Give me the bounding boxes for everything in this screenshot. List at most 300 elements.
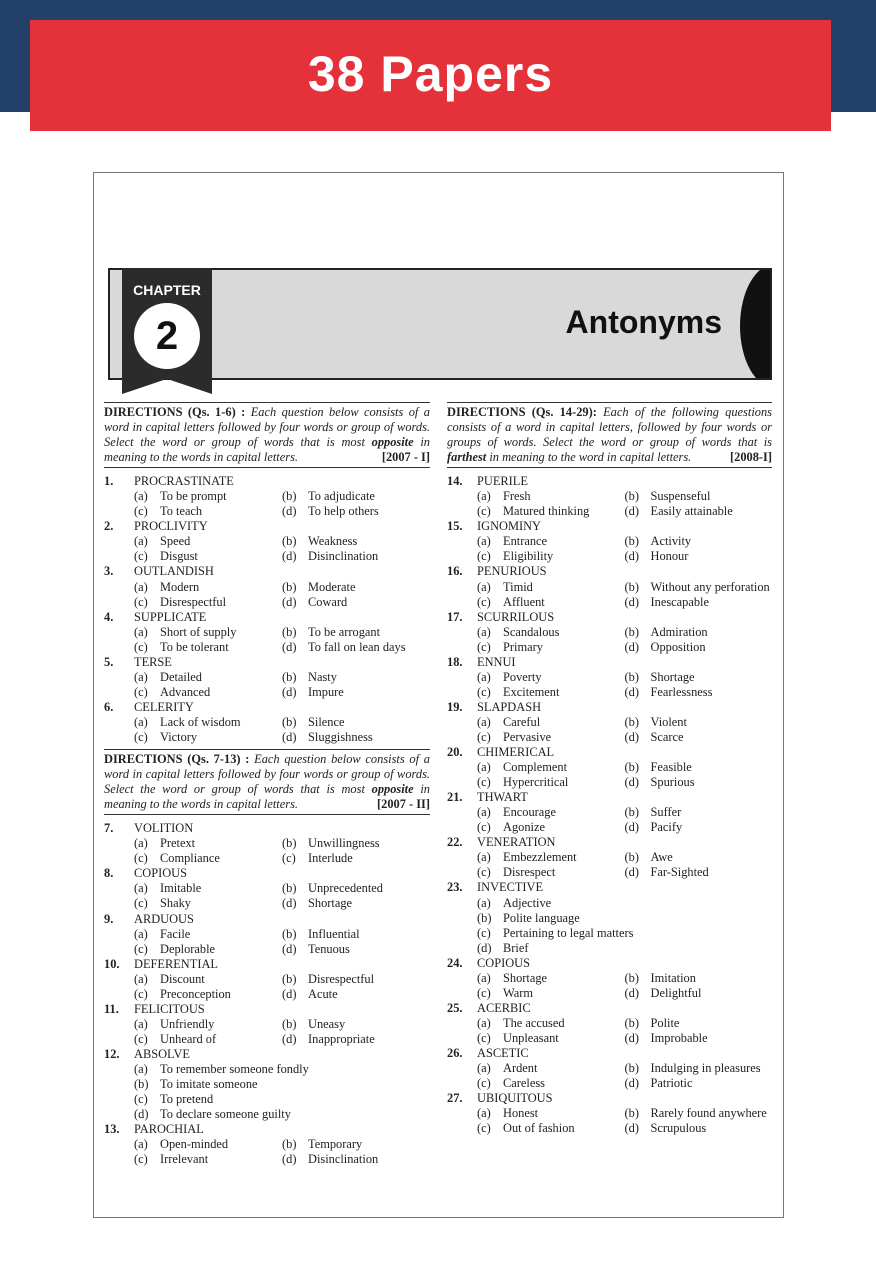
option-text: Imitation — [650, 970, 696, 985]
option-letter: (a) — [134, 1016, 148, 1031]
question-item — [104, 1002, 430, 1047]
option — [282, 1152, 430, 1167]
directions-year: [2007 - II] — [377, 797, 430, 812]
option-text: Activity — [650, 534, 692, 549]
option-text: Suspenseful — [650, 489, 711, 504]
question-item — [104, 564, 430, 609]
option-row — [477, 971, 772, 986]
option-letter: (b) — [624, 850, 639, 865]
option-row — [477, 640, 772, 655]
option — [134, 1137, 282, 1152]
option-row — [134, 640, 430, 655]
option-text: To declare someone guilty — [160, 1107, 291, 1122]
option-row — [134, 1092, 430, 1107]
option — [477, 1106, 625, 1121]
option-row — [477, 805, 772, 820]
option-letter: (c) — [134, 639, 148, 654]
option-letter: (d) — [282, 549, 297, 564]
directions-text: Each of the following questions consists of a word in capital letters, followed by four words or groups of words. Select the word or group of words that is farthest in meaning to the word in capital letters. — [447, 405, 772, 465]
option-letter: (b) — [282, 579, 297, 594]
option — [282, 881, 430, 896]
directions-year: [2007 - I] — [381, 450, 430, 465]
directions-block — [104, 402, 430, 468]
option-row — [134, 1152, 430, 1167]
option — [282, 972, 430, 987]
option-letter: (a) — [477, 534, 491, 549]
option — [625, 775, 773, 790]
option — [477, 775, 625, 790]
option-text: Discount — [160, 971, 205, 986]
option-letter: (c) — [477, 729, 491, 744]
option-text: Shortage — [503, 970, 548, 985]
option — [477, 489, 625, 504]
option — [625, 715, 773, 730]
option — [282, 670, 430, 685]
option-letter: (c) — [477, 1121, 491, 1136]
right-column — [447, 402, 772, 1136]
option-letter: (d) — [624, 775, 639, 790]
option-text: Opposition — [650, 639, 706, 654]
option-text: To be arrogant — [308, 624, 381, 639]
option-row — [134, 942, 430, 957]
option-text: Imitable — [160, 881, 202, 896]
option-letter: (c) — [134, 549, 148, 564]
option — [477, 911, 772, 926]
option-letter: (b) — [282, 534, 297, 549]
option-text: Patriotic — [650, 1076, 693, 1091]
question-word: THWART — [477, 790, 528, 805]
option-letter: (b) — [477, 910, 492, 925]
option — [134, 927, 282, 942]
option-row — [134, 580, 430, 595]
option-text: To adjudicate — [308, 489, 375, 504]
option-letter: (a) — [477, 714, 491, 729]
option-text: Shortage — [650, 669, 695, 684]
option-letter: (b) — [624, 624, 639, 639]
option-letter: (b) — [624, 970, 639, 985]
question-number: 12. — [104, 1046, 120, 1061]
option-letter: (d) — [624, 1076, 639, 1091]
directions-heading: DIRECTIONS (Qs. 14-29): — [447, 405, 597, 419]
question-item — [447, 880, 772, 955]
question-item — [447, 835, 772, 880]
option — [282, 851, 430, 866]
option-text: Polite — [650, 1015, 680, 1030]
option-letter: (b) — [134, 1077, 149, 1092]
option-letter: (b) — [282, 926, 297, 941]
question-number: 3. — [104, 564, 114, 579]
option-letter: (a) — [134, 971, 148, 986]
option — [477, 549, 625, 564]
option-row — [477, 670, 772, 685]
question-word: DEFERENTIAL — [134, 956, 218, 971]
option-letter: (a) — [477, 895, 491, 910]
option-letter: (c) — [282, 851, 296, 866]
option-text: Violent — [650, 714, 687, 729]
option — [625, 549, 773, 564]
option-letter: (a) — [134, 1137, 148, 1152]
option — [134, 489, 282, 504]
option-row — [477, 926, 772, 941]
question-item — [447, 1091, 772, 1136]
option — [282, 504, 430, 519]
option — [625, 1031, 773, 1046]
option — [134, 1017, 282, 1032]
question-word: COPIOUS — [477, 955, 531, 970]
option-letter: (c) — [134, 1092, 148, 1107]
option-text: Hypercritical — [503, 775, 569, 790]
question-word: ENNUI — [477, 654, 516, 669]
option — [282, 942, 430, 957]
option-text: Agonize — [503, 820, 545, 835]
question-item — [447, 1046, 772, 1091]
option-letter: (d) — [624, 820, 639, 835]
option — [625, 1076, 773, 1091]
option-text: To be prompt — [160, 489, 227, 504]
option — [282, 580, 430, 595]
option-letter: (c) — [477, 775, 491, 790]
option-text: Matured thinking — [503, 504, 590, 519]
option-text: To remember someone fondly — [160, 1061, 309, 1076]
option-letter: (d) — [282, 1152, 297, 1167]
option-text: Disrespectful — [308, 971, 375, 986]
question-number: 23. — [447, 880, 463, 895]
option-letter: (c) — [477, 820, 491, 835]
option-text: Rarely found anywhere — [650, 1106, 767, 1121]
option — [477, 1076, 625, 1091]
question-item — [447, 700, 772, 745]
option-letter: (d) — [134, 1107, 149, 1122]
question-word: ASCETIC — [477, 1045, 529, 1060]
question-number: 17. — [447, 609, 463, 624]
option-row — [477, 489, 772, 504]
question-word: VENERATION — [477, 835, 556, 850]
option-text: Indulging in pleasures — [650, 1061, 761, 1076]
option — [477, 820, 625, 835]
option — [477, 850, 625, 865]
option-text: Encourage — [503, 805, 556, 820]
option — [477, 534, 625, 549]
option-text: Open-minded — [160, 1137, 229, 1152]
option — [625, 971, 773, 986]
option — [282, 625, 430, 640]
option-text: Delightful — [650, 985, 702, 1000]
option-row — [134, 1032, 430, 1047]
question-word: ACERBIC — [477, 1000, 531, 1015]
option-text: Disrespect — [503, 865, 556, 880]
option-letter: (a) — [477, 579, 491, 594]
option-row — [477, 595, 772, 610]
option — [282, 489, 430, 504]
option-letter: (a) — [134, 714, 148, 729]
option-letter: (c) — [134, 1152, 148, 1167]
question-item — [104, 957, 430, 1002]
option — [134, 670, 282, 685]
question-number: 1. — [104, 474, 114, 489]
option-letter: (a) — [134, 624, 148, 639]
option — [282, 1032, 430, 1047]
option — [282, 549, 430, 564]
option-text: To pretend — [160, 1092, 214, 1107]
option — [477, 715, 625, 730]
question-number: 13. — [104, 1122, 120, 1137]
option — [625, 865, 773, 880]
option-text: Moderate — [308, 579, 356, 594]
question-number: 22. — [447, 835, 463, 850]
question-item — [104, 866, 430, 911]
question-word: ARDUOUS — [134, 911, 194, 926]
option-text: Nasty — [308, 669, 337, 684]
option-text: Advanced — [160, 684, 211, 699]
option-text: Speed — [160, 534, 191, 549]
option-text: Timid — [503, 579, 533, 594]
question-word: FELICITOUS — [134, 1001, 205, 1016]
option-row — [134, 1077, 430, 1092]
option-row — [134, 730, 430, 745]
option-letter: (a) — [477, 1015, 491, 1030]
question-word: OUTLANDISH — [134, 564, 214, 579]
option-row — [477, 685, 772, 700]
option-letter: (a) — [477, 970, 491, 985]
option-letter: (b) — [282, 624, 297, 639]
option-text: Sluggishness — [308, 729, 373, 744]
option-text: Influential — [308, 926, 360, 941]
question-number: 24. — [447, 955, 463, 970]
option — [477, 625, 625, 640]
chapter-title: Antonyms — [565, 304, 722, 340]
option-row — [477, 1016, 772, 1031]
option-row — [134, 972, 430, 987]
option-letter: (b) — [282, 836, 297, 851]
option — [282, 1017, 430, 1032]
option-letter: (c) — [134, 986, 148, 1001]
option-text: To teach — [160, 504, 203, 519]
option-text: Out of fashion — [503, 1121, 575, 1136]
option-text: Facile — [160, 926, 191, 941]
directions-heading: DIRECTIONS (Qs. 1-6) : — [104, 405, 246, 419]
option — [625, 640, 773, 655]
option-text: Feasible — [650, 760, 692, 775]
question-item — [447, 745, 772, 790]
option-row — [134, 549, 430, 564]
option-letter: (a) — [477, 1061, 491, 1076]
option — [134, 881, 282, 896]
option — [134, 851, 282, 866]
option-letter: (c) — [477, 639, 491, 654]
question-item — [447, 564, 772, 609]
option-row — [477, 865, 772, 880]
option-letter: (d) — [624, 1121, 639, 1136]
question-word: PROCRASTINATE — [134, 474, 234, 489]
directions-emphasis: opposite — [371, 782, 414, 797]
option — [625, 534, 773, 549]
option — [625, 986, 773, 1001]
option-text: Careful — [503, 714, 541, 729]
option-letter: (d) — [282, 1031, 297, 1046]
option-text: Inappropriate — [308, 1031, 375, 1046]
option-letter: (c) — [134, 729, 148, 744]
option-row — [477, 896, 772, 911]
option — [134, 504, 282, 519]
option — [282, 987, 430, 1002]
option-text: Entrance — [503, 534, 548, 549]
option-text: Awe — [650, 850, 673, 865]
option-text: Interlude — [308, 851, 353, 866]
option — [477, 805, 625, 820]
option-row — [477, 820, 772, 835]
option — [625, 489, 773, 504]
option — [134, 640, 282, 655]
option-text: Scrupulous — [650, 1121, 707, 1136]
option-text: Uneasy — [308, 1016, 346, 1031]
option-text: Weakness — [308, 534, 358, 549]
directions-text: Each question below consists of a word in capital letters followed by four words or group of words. Select the word or group of words that is most opposite in meaning to the words in capital letters. — [104, 752, 430, 812]
banner-title: 38 Papers — [307, 45, 554, 102]
option-letter: (b) — [624, 1106, 639, 1121]
left-column — [104, 402, 430, 1167]
option-text: Irrelevant — [160, 1152, 209, 1167]
option-text: Careless — [503, 1076, 545, 1091]
option-letter: (c) — [477, 1076, 491, 1091]
question-number: 8. — [104, 866, 114, 881]
option — [477, 896, 772, 911]
banner — [30, 20, 831, 131]
option-text: Pacify — [650, 820, 683, 835]
option-text: Unpleasant — [503, 1030, 559, 1045]
question-number: 18. — [447, 654, 463, 669]
option-letter: (b) — [624, 805, 639, 820]
option — [625, 850, 773, 865]
option — [134, 730, 282, 745]
option-text: Shortage — [308, 896, 353, 911]
question-number: 14. — [447, 474, 463, 489]
option-text: Short of supply — [160, 624, 237, 639]
directions-text: Each question below consists of a word in capital letters followed by four words or group of words. Select the word or group of words that is most opposite in meaning to the words in capital letters. — [104, 405, 430, 465]
question-word: TERSE — [134, 654, 172, 669]
option-text: To be tolerant — [160, 639, 229, 654]
option-row — [134, 489, 430, 504]
option-letter: (a) — [134, 881, 148, 896]
option-letter: (b) — [624, 489, 639, 504]
option-row — [477, 1031, 772, 1046]
option — [625, 1106, 773, 1121]
option-text: Lack of wisdom — [160, 714, 241, 729]
option-row — [134, 1137, 430, 1152]
option-text: Disinclination — [308, 1152, 379, 1167]
option-letter: (d) — [282, 896, 297, 911]
option — [625, 820, 773, 835]
question-word: INVECTIVE — [477, 880, 544, 895]
option — [134, 972, 282, 987]
option — [282, 927, 430, 942]
option — [282, 896, 430, 911]
question-number: 16. — [447, 564, 463, 579]
directions-emphasis: farthest — [447, 450, 487, 465]
option-letter: (c) — [477, 684, 491, 699]
question-word: ABSOLVE — [134, 1046, 190, 1061]
option-row — [477, 715, 772, 730]
option — [477, 640, 625, 655]
option — [477, 865, 625, 880]
option-letter: (c) — [477, 504, 491, 519]
option — [477, 595, 625, 610]
option — [625, 595, 773, 610]
option-letter: (c) — [134, 851, 148, 866]
option-text: Embezzlement — [503, 850, 577, 865]
option-row — [134, 685, 430, 700]
option-row — [477, 1061, 772, 1076]
question-item — [447, 519, 772, 564]
option-letter: (b) — [624, 579, 639, 594]
question-item — [104, 1047, 430, 1122]
option-row — [477, 760, 772, 775]
question-word: VOLITION — [134, 821, 194, 836]
option-row — [477, 986, 772, 1001]
option-row — [134, 851, 430, 866]
option — [282, 730, 430, 745]
option-letter: (b) — [624, 669, 639, 684]
option-letter: (c) — [477, 1030, 491, 1045]
option-letter: (c) — [477, 925, 491, 940]
question-item — [104, 700, 430, 745]
option-text: Preconception — [160, 986, 231, 1001]
question-number: 26. — [447, 1045, 463, 1060]
option — [477, 580, 625, 595]
option-letter: (b) — [282, 489, 297, 504]
option — [134, 595, 282, 610]
option — [134, 1092, 430, 1107]
option-letter: (a) — [477, 760, 491, 775]
question-item — [447, 655, 772, 700]
question-item — [104, 912, 430, 957]
option-row — [134, 670, 430, 685]
option — [477, 760, 625, 775]
question-word: UBIQUITOUS — [477, 1091, 553, 1106]
option-letter: (c) — [477, 594, 491, 609]
question-word: CELERITY — [134, 699, 194, 714]
option-letter: (c) — [134, 896, 148, 911]
option-text: Scarce — [650, 729, 684, 744]
option — [625, 1016, 773, 1031]
option — [134, 836, 282, 851]
option-letter: (a) — [477, 850, 491, 865]
option-letter: (c) — [477, 865, 491, 880]
option — [477, 685, 625, 700]
option-text: Disrespectful — [160, 594, 227, 609]
option-text: Improbable — [650, 1030, 708, 1045]
option — [625, 1061, 773, 1076]
option-text: Unwillingness — [308, 836, 380, 851]
question-word: SLAPDASH — [477, 699, 542, 714]
option — [134, 1032, 282, 1047]
question-word: COPIOUS — [134, 866, 188, 881]
option-letter: (d) — [477, 940, 492, 955]
question-number: 11. — [104, 1001, 119, 1016]
option-row — [134, 836, 430, 851]
option-letter: (b) — [624, 534, 639, 549]
question-word: PROCLIVITY — [134, 519, 208, 534]
option-letter: (d) — [282, 986, 297, 1001]
question-word: PAROCHIAL — [134, 1122, 204, 1137]
option-text: Victory — [160, 729, 198, 744]
question-word: IGNOMINY — [477, 519, 542, 534]
option-text: Temporary — [308, 1137, 363, 1152]
chapter-band-curve — [740, 268, 772, 380]
option-row — [134, 715, 430, 730]
question-number: 5. — [104, 654, 114, 669]
option-letter: (a) — [134, 669, 148, 684]
option-text: Inescapable — [650, 594, 709, 609]
